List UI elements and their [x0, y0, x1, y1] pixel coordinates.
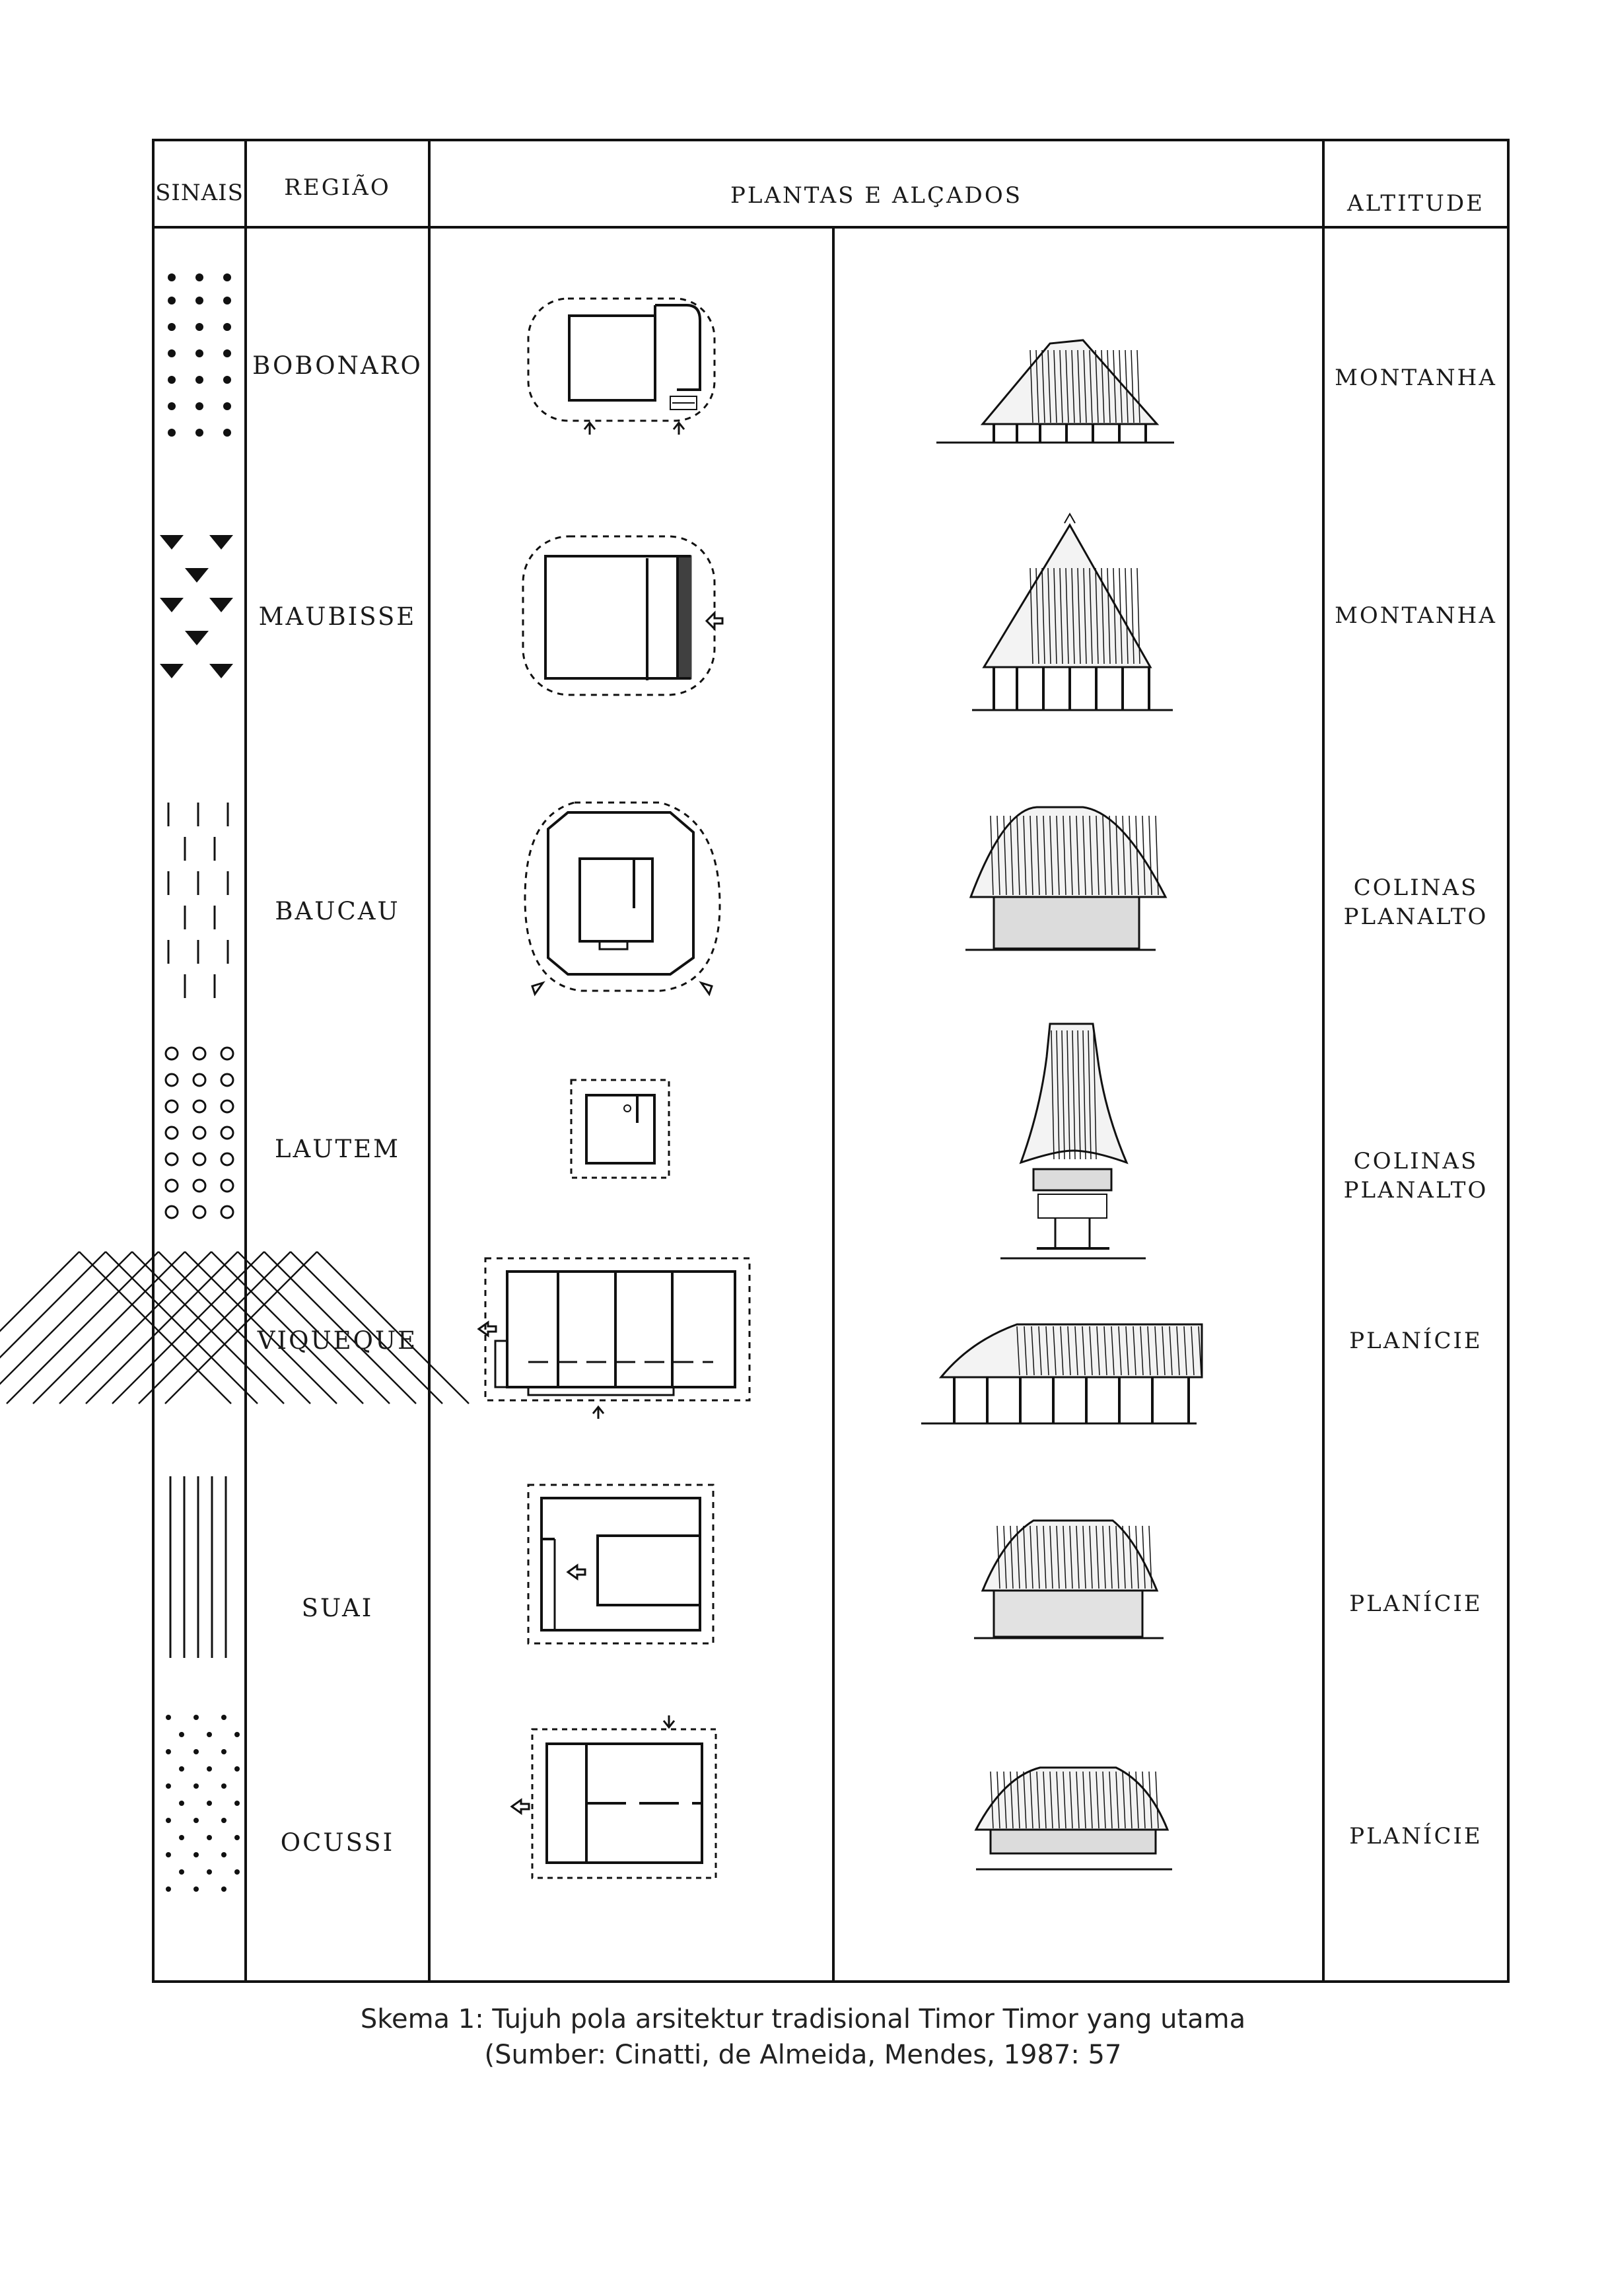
altitude-lautem-line1: COLINAS [1353, 1148, 1479, 1174]
region-maubisse: MAUBISSE [258, 602, 417, 631]
elevation-viqueque [921, 1324, 1202, 1423]
plan-suai [528, 1485, 713, 1643]
header-regiao: REGIÃO [284, 174, 391, 201]
altitude-baucau-line2: PLANALTO [1343, 904, 1488, 930]
altitude-viqueque: PLANÍCIE [1349, 1328, 1483, 1354]
plan-lautem [571, 1080, 669, 1178]
region-viqueque: VIQUEQUE [257, 1326, 418, 1355]
sign-triangles [160, 535, 233, 678]
altitude-maubisse: MONTANHA [1335, 602, 1497, 629]
header-altitude: ALTITUDE [1347, 190, 1484, 217]
elevation-baucau [965, 807, 1166, 950]
altitude-ocussi: PLANÍCIE [1349, 1823, 1483, 1849]
sign-small-dots [166, 1715, 240, 1892]
region-bobonaro: BOBONARO [252, 351, 423, 380]
table-border [153, 140, 1508, 1982]
elevation-lautem [1000, 1024, 1146, 1258]
plan-maubisse [523, 536, 722, 695]
sign-dots [168, 273, 231, 437]
plan-ocussi [512, 1715, 716, 1878]
figure-caption-line1: Skema 1: Tujuh pola arsitektur tradisional Timor Timor yang utama [360, 2004, 1246, 2034]
region-lautem: LAUTEM [274, 1135, 401, 1163]
figure-caption-line2: (Sumber: Cinatti, de Almeida, Mendes, 1987: 57 [484, 2040, 1122, 2070]
plan-bobonaro [528, 299, 715, 435]
region-suai: SUAI [301, 1594, 374, 1622]
elevation-ocussi [976, 1768, 1172, 1869]
altitude-lautem-line2: PLANALTO [1343, 1177, 1488, 1203]
elevation-bobonaro [936, 340, 1174, 443]
elevation-suai [974, 1521, 1164, 1638]
altitude-baucau-line1: COLINAS [1353, 875, 1479, 901]
elevation-maubisse [972, 514, 1173, 710]
region-ocussi: OCUSSI [280, 1828, 395, 1857]
plan-viqueque [479, 1258, 750, 1419]
header-plantas: PLANTAS E ALÇADOS [730, 182, 1022, 209]
altitude-bobonaro: MONTANHA [1335, 365, 1497, 391]
sign-circles [166, 1048, 233, 1218]
sign-vertical-lines [170, 1476, 226, 1658]
header-sinais: SINAIS [155, 180, 244, 206]
altitude-suai: PLANÍCIE [1349, 1591, 1483, 1617]
plan-baucau [525, 803, 720, 994]
region-baucau: BAUCAU [275, 897, 400, 925]
sign-dashes [168, 803, 228, 998]
